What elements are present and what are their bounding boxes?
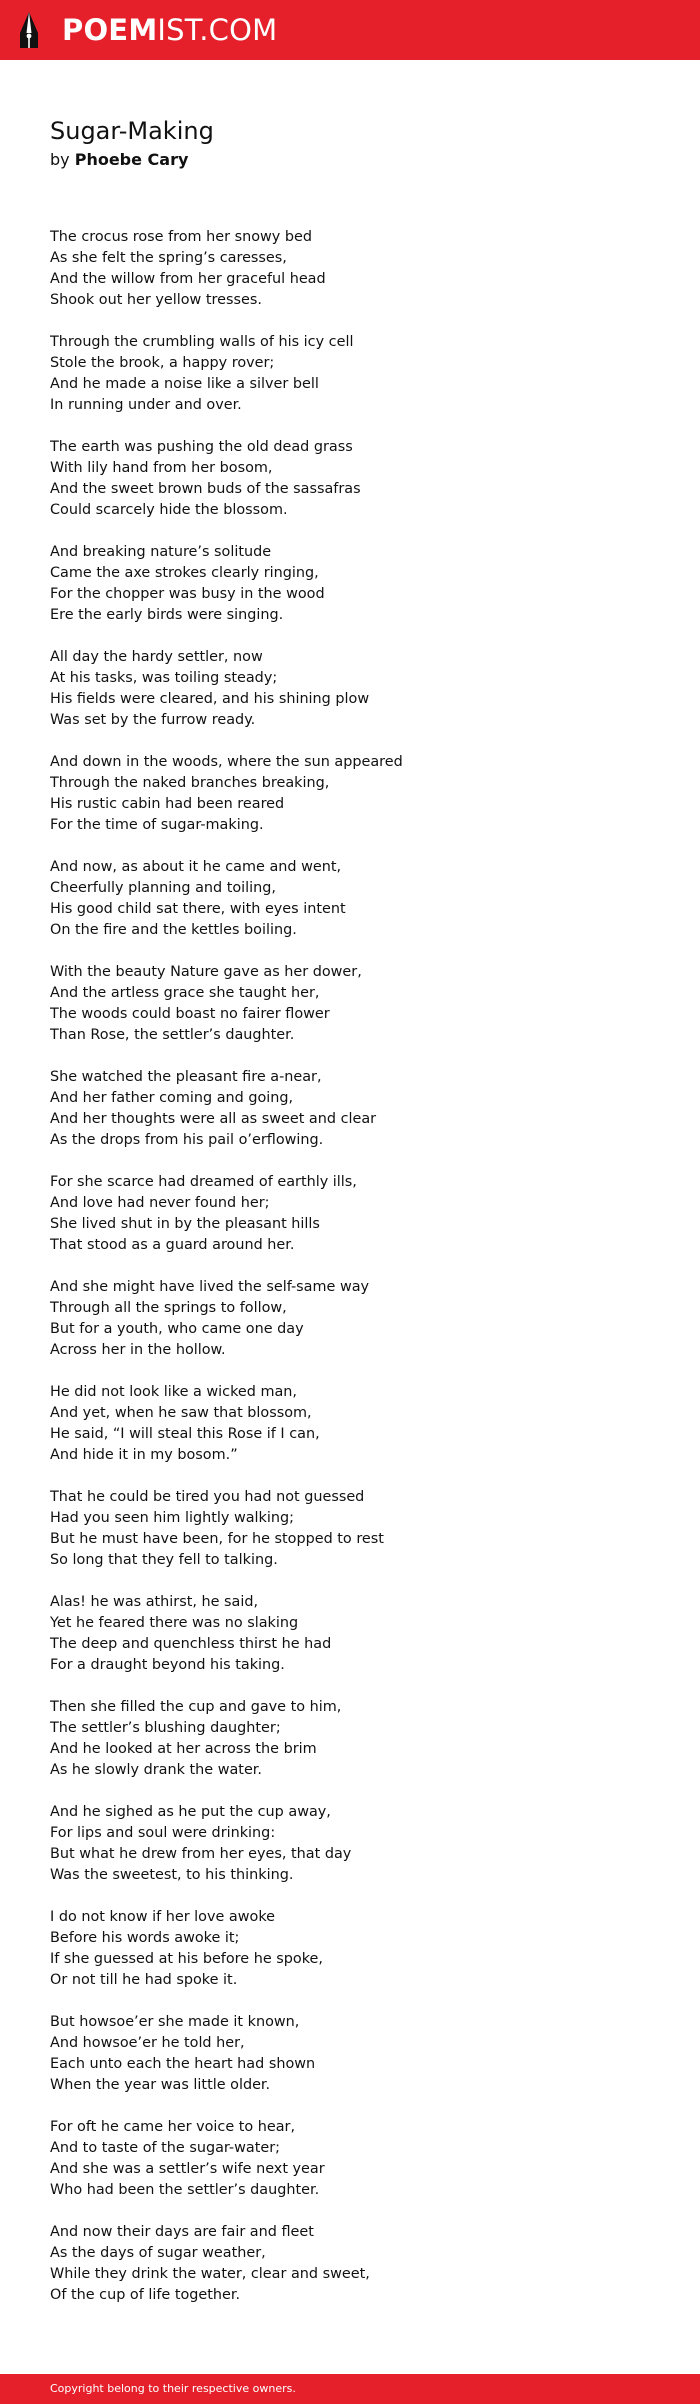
poem-line: And now, as about it he came and went, bbox=[50, 859, 342, 875]
poem-line: All day the hardy settler, now bbox=[50, 649, 263, 665]
poem-line: For oft he came her voice to hear, bbox=[50, 2119, 296, 2135]
stanza bbox=[50, 2117, 650, 2201]
poem-line: If she guessed at his before he spoke, bbox=[50, 1951, 323, 1967]
site-logo[interactable] bbox=[17, 9, 277, 51]
poem-line: Stole the brook, a happy rover; bbox=[50, 355, 275, 371]
poem-line: But he must have been, for he stopped to rest bbox=[50, 1531, 384, 1547]
poem-line: Ere the early birds were singing. bbox=[50, 607, 284, 623]
poem-line: And the sweet brown buds of the sassafras bbox=[50, 481, 361, 497]
author-name[interactable]: Phoebe Cary bbox=[74, 150, 189, 169]
stanza bbox=[50, 227, 650, 311]
stanza bbox=[50, 332, 650, 416]
poem-line: With lily hand from her bosom, bbox=[50, 460, 273, 476]
poem-line: Alas! he was athirst, he said, bbox=[50, 1594, 259, 1610]
stanza bbox=[50, 437, 650, 521]
poem-line: And she was a settler’s wife next year bbox=[50, 2161, 325, 2177]
poem-line: And hide it in my bosom.” bbox=[50, 1447, 238, 1463]
poem-line: And to taste of the sugar-water; bbox=[50, 2140, 280, 2156]
poem-line: And her thoughts were all as sweet and clear bbox=[50, 1111, 377, 1127]
poem-line: As the days of sugar weather, bbox=[50, 2245, 266, 2261]
poem-line: Cheerfully planning and toiling, bbox=[50, 880, 277, 896]
stanza bbox=[50, 752, 650, 836]
poem-line: And yet, when he saw that blossom, bbox=[50, 1405, 312, 1421]
poem-line: Each unto each the heart had shown bbox=[50, 2056, 316, 2072]
by-label: by bbox=[50, 150, 70, 169]
poem-line: Through the crumbling walls of his icy cell bbox=[50, 334, 354, 350]
poem-line: As he slowly drank the water. bbox=[50, 1762, 262, 1778]
poem-line: For the time of sugar-making. bbox=[50, 817, 264, 833]
poem-line: The crocus rose from her snowy bed bbox=[50, 229, 313, 245]
poem-line: The deep and quenchless thirst he had bbox=[50, 1636, 332, 1652]
poem-line: For the chopper was busy in the wood bbox=[50, 586, 325, 602]
header-bar bbox=[0, 0, 700, 60]
stanza bbox=[50, 1697, 650, 1781]
byline bbox=[50, 149, 650, 171]
poem-line: Before his words awoke it; bbox=[50, 1930, 240, 1946]
stanza bbox=[50, 1907, 650, 1991]
poem-title: Sugar-Making bbox=[50, 117, 214, 145]
poem-line: Was set by the furrow ready. bbox=[50, 712, 256, 728]
poem-line: And he made a noise like a silver bell bbox=[50, 376, 319, 392]
poem-line: And the willow from her graceful head bbox=[50, 271, 326, 287]
poem-line: And breaking nature’s solitude bbox=[50, 544, 272, 560]
stanza bbox=[50, 1592, 650, 1676]
stanza bbox=[50, 1172, 650, 1256]
poem-line: So long that they fell to talking. bbox=[50, 1552, 278, 1568]
poem-line: When the year was little older. bbox=[50, 2077, 271, 2093]
poem-line: For she scarce had dreamed of earthly ills, bbox=[50, 1174, 357, 1190]
stanza bbox=[50, 2222, 650, 2306]
poem-line: And he looked at her across the brim bbox=[50, 1741, 317, 1757]
poem-line: While they drink the water, clear and sweet, bbox=[50, 2266, 370, 2282]
poem-line: That he could be tired you had not guessed bbox=[50, 1489, 365, 1505]
poem-line: But for a youth, who came one day bbox=[50, 1321, 304, 1337]
poem-line: But howsoe’er she made it known, bbox=[50, 2014, 300, 2030]
stanza bbox=[50, 1067, 650, 1151]
poem-line: On the fire and the kettles boiling. bbox=[50, 922, 297, 938]
poem-line: The settler’s blushing daughter; bbox=[50, 1720, 281, 1736]
poem-line: Than Rose, the settler’s daughter. bbox=[50, 1027, 295, 1043]
poem-line: He did not look like a wicked man, bbox=[50, 1384, 297, 1400]
poem-line: In running under and over. bbox=[50, 397, 242, 413]
stanza bbox=[50, 647, 650, 731]
stanza bbox=[50, 962, 650, 1046]
poem-line: She watched the pleasant fire a-near, bbox=[50, 1069, 322, 1085]
poem-line: For lips and soul were drinking: bbox=[50, 1825, 276, 1841]
pen-nib-icon bbox=[17, 9, 41, 51]
stanza bbox=[50, 2012, 650, 2096]
poem-line: His rustic cabin had been reared bbox=[50, 796, 285, 812]
stanza bbox=[50, 1802, 650, 1886]
poem-line: Across her in the hollow. bbox=[50, 1342, 226, 1358]
poem-line: Came the axe strokes clearly ringing, bbox=[50, 565, 319, 581]
brand-name-bold: POEM bbox=[62, 12, 158, 47]
poem-line: As she felt the spring’s caresses, bbox=[50, 250, 287, 266]
poem-line: And the artless grace she taught her, bbox=[50, 985, 320, 1001]
brand-name bbox=[62, 12, 278, 47]
poem-line: Or not till he had spoke it. bbox=[50, 1972, 238, 1988]
poem-line: Who had been the settler’s daughter. bbox=[50, 2182, 320, 2198]
poem-line: At his tasks, was toiling steady; bbox=[50, 670, 278, 686]
poem-line: As the drops from his pail o’erflowing. bbox=[50, 1132, 324, 1148]
stanza bbox=[50, 1277, 650, 1361]
poem-line: Through the naked branches breaking, bbox=[50, 775, 330, 791]
stanza bbox=[50, 857, 650, 941]
poem-line: The woods could boast no fairer flower bbox=[50, 1006, 330, 1022]
poem-body bbox=[50, 227, 650, 2306]
stanza bbox=[50, 1382, 650, 1466]
poem-line: His good child sat there, with eyes intent bbox=[50, 901, 346, 917]
poem-line: I do not know if her love awoke bbox=[50, 1909, 275, 1925]
poem-line: Then she filled the cup and gave to him, bbox=[50, 1699, 342, 1715]
footer-bar bbox=[0, 2374, 700, 2404]
poem-line: And now their days are fair and fleet bbox=[50, 2224, 314, 2240]
poem-line: But what he drew from her eyes, that day bbox=[50, 1846, 352, 1862]
poem-line: And she might have lived the self-same way bbox=[50, 1279, 370, 1295]
copyright-text: Copyright belong to their respective owners. bbox=[50, 2382, 296, 2395]
poem-line: Had you seen him lightly walking; bbox=[50, 1510, 294, 1526]
poem-line: Was the sweetest, to his thinking. bbox=[50, 1867, 294, 1883]
poem-line: Yet he feared there was no slaking bbox=[50, 1615, 299, 1631]
stanza bbox=[50, 1487, 650, 1571]
poem-line: Through all the springs to follow, bbox=[50, 1300, 287, 1316]
poem-line: His fields were cleared, and his shining plow bbox=[50, 691, 370, 707]
poem-line: She lived shut in by the pleasant hills bbox=[50, 1216, 320, 1232]
brand-name-light: IST.COM bbox=[157, 12, 278, 47]
poem-line: And he sighed as he put the cup away, bbox=[50, 1804, 331, 1820]
poem-line: For a draught beyond his taking. bbox=[50, 1657, 285, 1673]
poem-line: And down in the woods, where the sun appeared bbox=[50, 754, 403, 770]
poem-line: And howsoe’er he told her, bbox=[50, 2035, 245, 2051]
stanza bbox=[50, 542, 650, 626]
poem-line: The earth was pushing the old dead grass bbox=[50, 439, 353, 455]
poem-line: Of the cup of life together. bbox=[50, 2287, 241, 2303]
poem-line: Shook out her yellow tresses. bbox=[50, 292, 262, 308]
poem-line: And love had never found her; bbox=[50, 1195, 270, 1211]
poem-line: He said, “I will steal this Rose if I can, bbox=[50, 1426, 320, 1442]
poem-line: Could scarcely hide the blossom. bbox=[50, 502, 288, 518]
poem-line: That stood as a guard around her. bbox=[50, 1237, 295, 1253]
poem-content bbox=[50, 114, 650, 2327]
poem-line: With the beauty Nature gave as her dower, bbox=[50, 964, 362, 980]
poem-line: And her father coming and going, bbox=[50, 1090, 294, 1106]
